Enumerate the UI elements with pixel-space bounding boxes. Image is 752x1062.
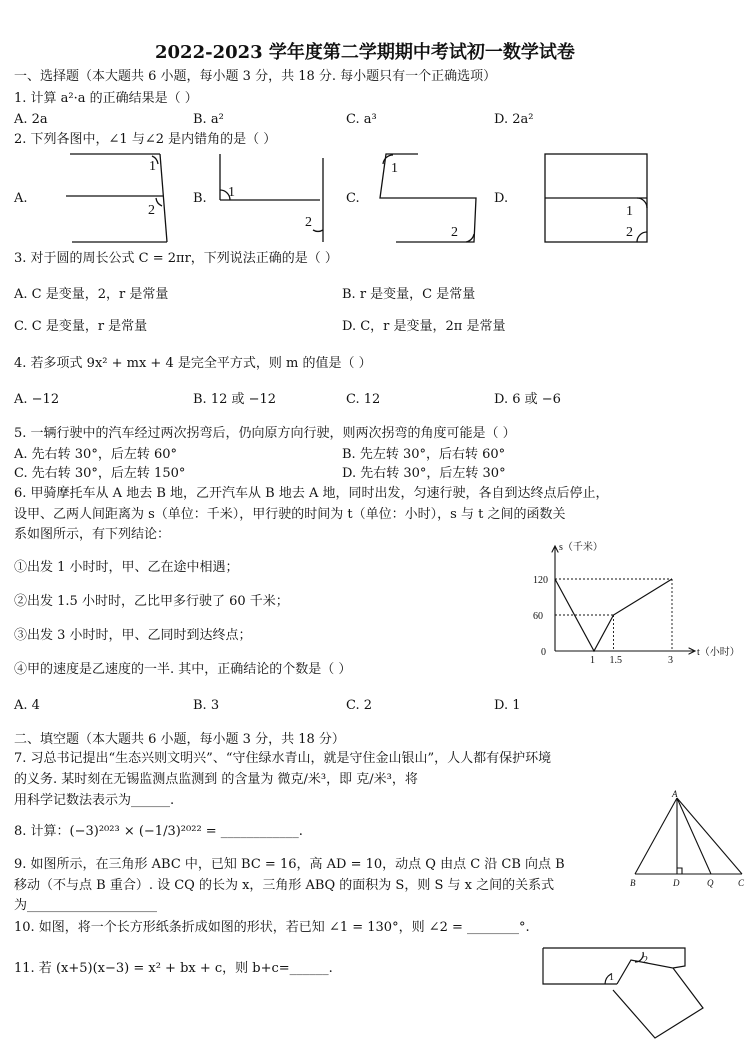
q10-folded-strip-figure — [535, 938, 705, 1042]
q6-option-b: B. 3 — [193, 698, 220, 713]
q2-label-d: D. — [494, 191, 509, 206]
q4-option-a: A. −12 — [14, 392, 60, 407]
q9-label-d: D — [673, 878, 680, 888]
q3-option-b: B. r 是变量，C 是常量 — [342, 287, 476, 302]
q1-option-b: B. a² — [193, 112, 224, 127]
q2-a-angle1: 1 — [149, 159, 156, 174]
q5-option-d: D. 先右转 30°，后左转 30° — [342, 466, 506, 481]
q2-c-angle1: 1 — [391, 161, 398, 176]
q7-line-1: 7. 习总书记提出“生态兴则文明兴”、“守住绿水青山，就是守住金山银山”，人人都有保护环境 — [14, 751, 552, 766]
chart-y-label: s（千米） — [559, 542, 603, 553]
section-1-heading: 一、选择题（本大题共 6 小题，每小题 3 分，共 18 分. 每小题只有一个正确选项） — [14, 69, 497, 84]
chart-ytick-120: 120 — [533, 575, 548, 586]
q6-conclusion-4: ④甲的速度是乙速度的一半. 其中，正确结论的个数是（ ） — [14, 662, 352, 677]
q9-line-3: 为____________________ — [14, 898, 158, 913]
q6-line-2: 设甲、乙两人间距离为 s（单位：千米），甲行驶的时间为 t（单位：小时），s 与 t 之间的函数关 — [14, 507, 566, 522]
q10-angle-2: 2 — [643, 955, 648, 966]
q1-stem: 1. 计算 a²·a 的正确结果是（ ） — [14, 91, 198, 106]
q1-option-d: D. 2a² — [494, 112, 534, 127]
q5-stem: 5. 一辆行驶中的汽车经过两次拐弯后，仍向原方向行驶，则两次拐弯的角度可能是（ ） — [14, 426, 516, 441]
q2-d-angle1: 1 — [626, 204, 633, 219]
q3-stem: 3. 对于圆的周长公式 C = 2πr，下列说法正确的是（ ） — [14, 251, 338, 266]
q9-line-2: 移动（不与点 B 重合）. 设 CQ 的长为 x，三角形 ABQ 的面积为 S，则 S 与 x 之间的关系式 — [14, 878, 555, 893]
q5-option-a: A. 先右转 30°，后左转 60° — [14, 447, 178, 462]
chart-xtick-1: 1 — [590, 655, 595, 666]
chart-xtick-3: 3 — [668, 655, 673, 666]
q9-label-a: A — [672, 790, 678, 799]
q6-line-1: 6. 甲骑摩托车从 A 地去 B 地，乙开汽车从 B 地去 A 地，同时出发，匀速行驶，各自到达终点后停止， — [14, 486, 609, 501]
q4-option-b: B. 12 或 −12 — [193, 392, 277, 407]
q2-b-angle1: 1 — [228, 185, 235, 200]
q8-stem: 8. 计算：(−3)²⁰²³ × (−1/3)²⁰²² = ____________. — [14, 824, 303, 839]
q4-option-c: C. 12 — [346, 392, 381, 407]
q7-line-2: 的义务. 某时刻在无锡监测点监测到 的含量为 微克/米³，即 克/米³，将 — [14, 772, 418, 787]
q2-b-angle2: 2 — [305, 215, 312, 230]
q6-option-d: D. 1 — [494, 698, 521, 713]
q6-option-c: C. 2 — [346, 698, 373, 713]
q6-conclusion-3: ③出发 3 小时时，甲、乙同时到达终点； — [14, 628, 252, 643]
q2-a-angle2: 2 — [148, 203, 155, 218]
q9-label-q: Q — [707, 878, 714, 888]
q6-distance-time-chart — [525, 540, 745, 670]
q6-option-a: A. 4 — [14, 698, 40, 713]
q5-option-c: C. 先右转 30°，后左转 150° — [14, 466, 186, 481]
q3-option-d: D. C，r 是变量，2π 是常量 — [342, 319, 506, 334]
q3-option-c: C. C 是变量，r 是常量 — [14, 319, 148, 334]
q6-conclusion-1: ①出发 1 小时时，甲、乙在途中相遇； — [14, 560, 239, 575]
q10-stem: 10. 如图，将一个长方形纸条折成如图的形状，若已知 ∠1 = 130°，则 ∠2 = ________°. — [14, 920, 530, 935]
q4-option-d: D. 6 或 −6 — [494, 392, 561, 407]
q11-stem: 11. 若 (x+5)(x−3) = x² + bx + c，则 b+c=______. — [14, 961, 333, 976]
q9-label-b: B — [630, 878, 636, 888]
q3-option-a: A. C 是变量，2，r 是常量 — [14, 287, 169, 302]
q9-line-1: 9. 如图所示，在三角形 ABC 中，已知 BC = 16，高 AD = 10，动点 Q 由点 C 沿 CB 向点 B — [14, 857, 565, 872]
q6-line-3: 系如图所示，有下列结论： — [14, 527, 171, 542]
q10-angle-1: 1 — [609, 972, 614, 983]
q7-line-3: 用科学记数法表示为______. — [14, 793, 175, 808]
chart-x-label: t（小时） — [697, 647, 740, 658]
q2-stem: 2. 下列各图中，∠1 与∠2 是内错角的是（ ） — [14, 132, 277, 147]
chart-xtick-0: 0 — [541, 647, 546, 658]
q2-label-c: C. — [346, 191, 360, 206]
q9-label-c: C — [738, 878, 745, 888]
q5-option-b: B. 先左转 30°，后右转 60° — [342, 447, 506, 462]
q2-c-angle2: 2 — [451, 225, 458, 240]
chart-xtick-1-5: 1.5 — [609, 655, 622, 666]
q2-label-b: B. — [193, 191, 207, 206]
q2-figures — [0, 150, 752, 245]
q2-label-a: A. — [14, 191, 28, 206]
page-title: 2022-2023 学年度第二学期期中考试初一数学试卷 — [155, 42, 575, 63]
q2-d-angle2: 2 — [626, 225, 633, 240]
q1-option-c: C. a³ — [346, 112, 377, 127]
q6-conclusion-2: ②出发 1.5 小时时，乙比甲多行驶了 60 千米； — [14, 594, 289, 609]
section-2-heading: 二、填空题（本大题共 6 小题，每小题 3 分，共 18 分） — [14, 732, 345, 747]
q9-triangle-figure — [625, 790, 750, 890]
q1-option-a: A. 2a — [14, 112, 48, 127]
chart-ytick-60: 60 — [533, 611, 543, 622]
q4-stem: 4. 若多项式 9x² + mx + 4 是完全平方式，则 m 的值是（ ） — [14, 356, 372, 371]
